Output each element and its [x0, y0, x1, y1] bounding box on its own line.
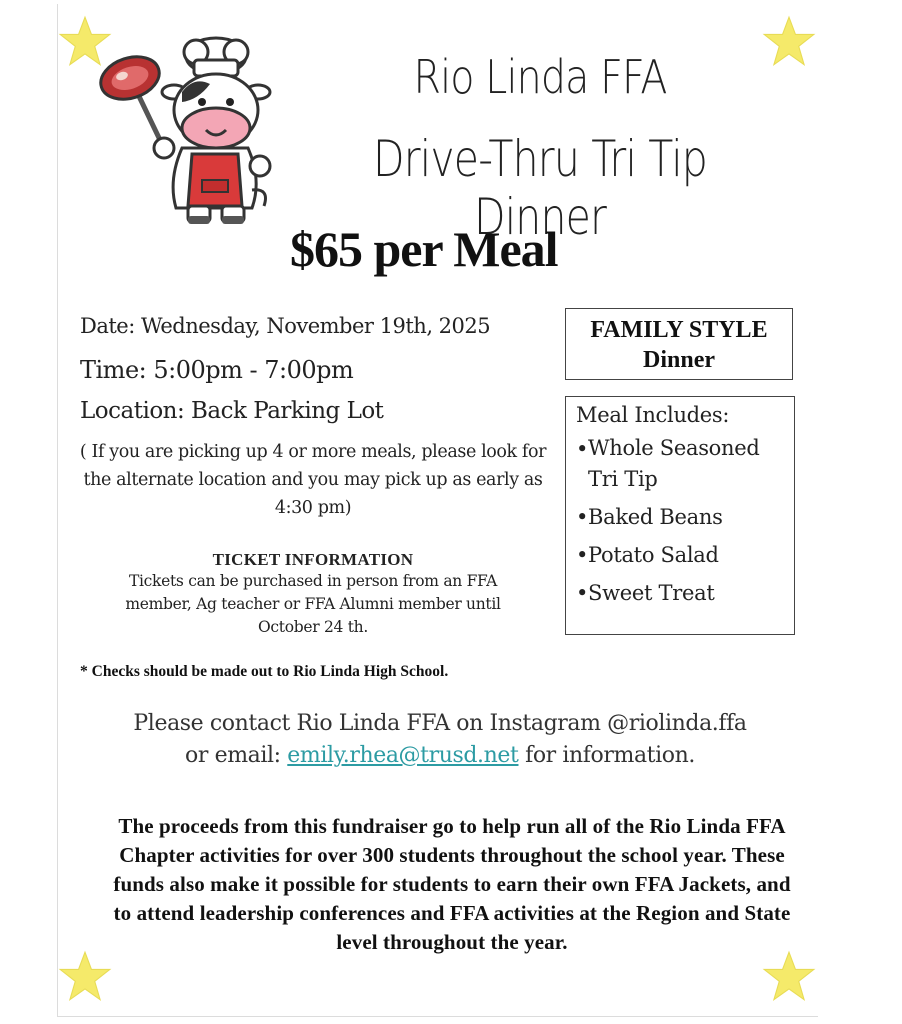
- meal-includes-box: [565, 396, 795, 635]
- meal-list: [576, 433, 794, 609]
- family-style-line2: Dinner: [643, 347, 715, 373]
- meal-item: Whole Seasoned Tri Tip: [588, 436, 760, 491]
- meal-item: Baked Beans: [588, 505, 723, 529]
- meal-heading: Meal Includes:: [576, 403, 730, 427]
- email-suffix: for information.: [518, 743, 695, 768]
- list-item: [576, 501, 794, 533]
- email-prefix: or email:: [185, 743, 288, 768]
- email-link[interactable]: emily.rhea@trusd.net: [287, 743, 519, 768]
- star-icon: [58, 950, 112, 1004]
- cow-chef-mascot: [98, 30, 274, 228]
- star-icon: [762, 15, 816, 69]
- contact-line2: [90, 740, 790, 772]
- bullet: •: [576, 505, 589, 529]
- star-icon: [762, 950, 816, 1004]
- bullet: •: [576, 437, 589, 461]
- event-time: Time: 5:00pm - 7:00pm: [80, 356, 354, 384]
- event-title-line2: Drive-Thru Tri Tip Dinner: [373, 130, 707, 246]
- proceeds-statement: The proceeds from this fundraiser go to help run all of the Rio Linda FFA Chapter activities for over 300 students throughout the school year. These funds also make it possible for students to earn their own FFA Jackets, and to attend leadership conferences and FFA activities at the Region and State level throughout the year.: [113, 814, 791, 954]
- family-style-box: [565, 308, 793, 380]
- bullet: •: [576, 581, 589, 605]
- event-date: Date: Wednesday, November 19th, 2025: [80, 314, 491, 338]
- list-item: [576, 539, 794, 571]
- list-item: [576, 577, 794, 609]
- ticket-heading: TICKET INFORMATION: [212, 550, 414, 569]
- ticket-information: [98, 550, 528, 639]
- list-item: [576, 433, 794, 495]
- checks-note: * Checks should be made out to Rio Linda High School.: [80, 663, 449, 680]
- pickup-note: ( If you are picking up 4 or more meals, please look for the alternate location and you may pick up as early as 4:30 pm): [79, 442, 547, 518]
- bullet: •: [576, 543, 589, 567]
- meal-price: $65 per Meal: [290, 221, 558, 277]
- meal-item: Sweet Treat: [588, 581, 715, 605]
- event-location: Location: Back Parking Lot: [80, 398, 384, 424]
- event-title-line1: Rio Linda FFA: [413, 50, 667, 104]
- family-style-line1: FAMILY STYLE: [590, 317, 768, 343]
- contact-info: [90, 708, 790, 772]
- ticket-body: Tickets can be purchased in person from an FFA member, Ag teacher or FFA Alumni member until October 24 th.: [125, 572, 501, 636]
- contact-line1: Please contact Rio Linda FFA on Instagram @riolinda.ffa: [133, 711, 747, 736]
- meal-item: Potato Salad: [588, 543, 719, 567]
